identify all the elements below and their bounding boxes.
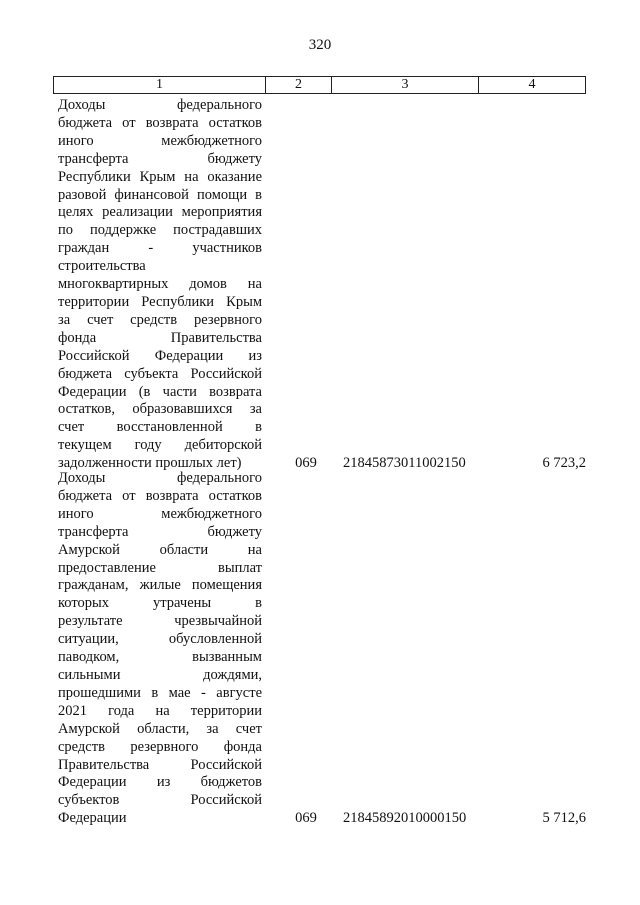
description-line: трансферта бюджету bbox=[58, 150, 262, 167]
description-line: за счет средств резервного bbox=[58, 311, 262, 328]
description-line: целях реализации мероприятия bbox=[58, 204, 262, 221]
row-amount: 5 712,6 bbox=[542, 810, 586, 827]
description-line: предоставление выплат bbox=[58, 559, 262, 576]
header-col-3: 3 bbox=[332, 77, 479, 93]
header-col-1: 1 bbox=[54, 77, 266, 93]
page-number: 320 bbox=[308, 37, 332, 53]
row-code: 069 bbox=[295, 810, 317, 827]
description-line: иного межбюджетного bbox=[58, 505, 262, 522]
description-line: фонда Правительства bbox=[58, 329, 262, 346]
description-line: паводком, вызванным bbox=[58, 649, 262, 666]
description-line: 2021 года на территории bbox=[58, 702, 262, 719]
row-description bbox=[58, 97, 262, 473]
description-line: бюджета субъекта Российской bbox=[58, 365, 262, 382]
description-line: Федерации (в части возврата bbox=[58, 383, 262, 400]
header-col-2: 2 bbox=[266, 77, 332, 93]
row-code: 069 bbox=[295, 455, 317, 472]
description-line: территории Республики Крым bbox=[58, 293, 262, 310]
description-line: прошедшими в мае - августе bbox=[58, 684, 262, 701]
row-kbk: 21845892010000150 bbox=[343, 810, 467, 827]
row-description bbox=[58, 470, 262, 828]
description-line: результате чрезвычайной bbox=[58, 613, 262, 630]
description-line: средств резервного фонда bbox=[58, 738, 262, 755]
description-line: сильными дождями, bbox=[58, 666, 262, 683]
description-line: Правительства Российской bbox=[58, 756, 262, 773]
description-line: которых утрачены в bbox=[58, 595, 262, 612]
description-line: задолженности прошлых лет) bbox=[58, 455, 242, 472]
description-line: бюджета от возврата остатков bbox=[58, 114, 262, 131]
description-line: Республики Крым на оказание bbox=[58, 168, 262, 185]
description-line: субъектов Российской bbox=[58, 792, 262, 809]
description-line: остатков, образовавшихся за bbox=[58, 401, 262, 418]
row-amount: 6 723,2 bbox=[542, 455, 586, 472]
description-line: счет восстановленной в bbox=[58, 419, 262, 436]
description-line: разовой финансовой помощи в bbox=[58, 186, 262, 203]
row-kbk: 21845873011002150 bbox=[343, 455, 466, 472]
description-line: трансферта бюджету bbox=[58, 523, 262, 540]
description-line: бюджета от возврата остатков bbox=[58, 487, 262, 504]
description-line: иного межбюджетного bbox=[58, 132, 262, 149]
table-row bbox=[58, 97, 588, 473]
description-line: Амурской области, за счет bbox=[58, 720, 262, 737]
description-line: Амурской области на bbox=[58, 541, 262, 558]
description-line: ситуации, обусловленной bbox=[58, 631, 262, 648]
description-line: Федерации bbox=[58, 810, 127, 827]
description-line: Доходы федерального bbox=[58, 97, 262, 113]
description-line: многоквартирных домов на bbox=[58, 276, 262, 293]
header-col-4: 4 bbox=[528, 77, 536, 92]
description-line: текущем году дебиторской bbox=[58, 437, 262, 454]
description-line: Российской Федерации из bbox=[58, 347, 262, 364]
description-line: строительства bbox=[58, 258, 146, 275]
table-row bbox=[58, 470, 588, 828]
description-line: Федерации из бюджетов bbox=[58, 774, 262, 791]
description-line: граждан - участников bbox=[58, 240, 262, 257]
table-header bbox=[53, 76, 586, 94]
description-line: Доходы федерального bbox=[58, 470, 262, 486]
description-line: по поддержке пострадавших bbox=[58, 222, 262, 239]
description-line: гражданам, жилые помещения bbox=[58, 577, 262, 594]
